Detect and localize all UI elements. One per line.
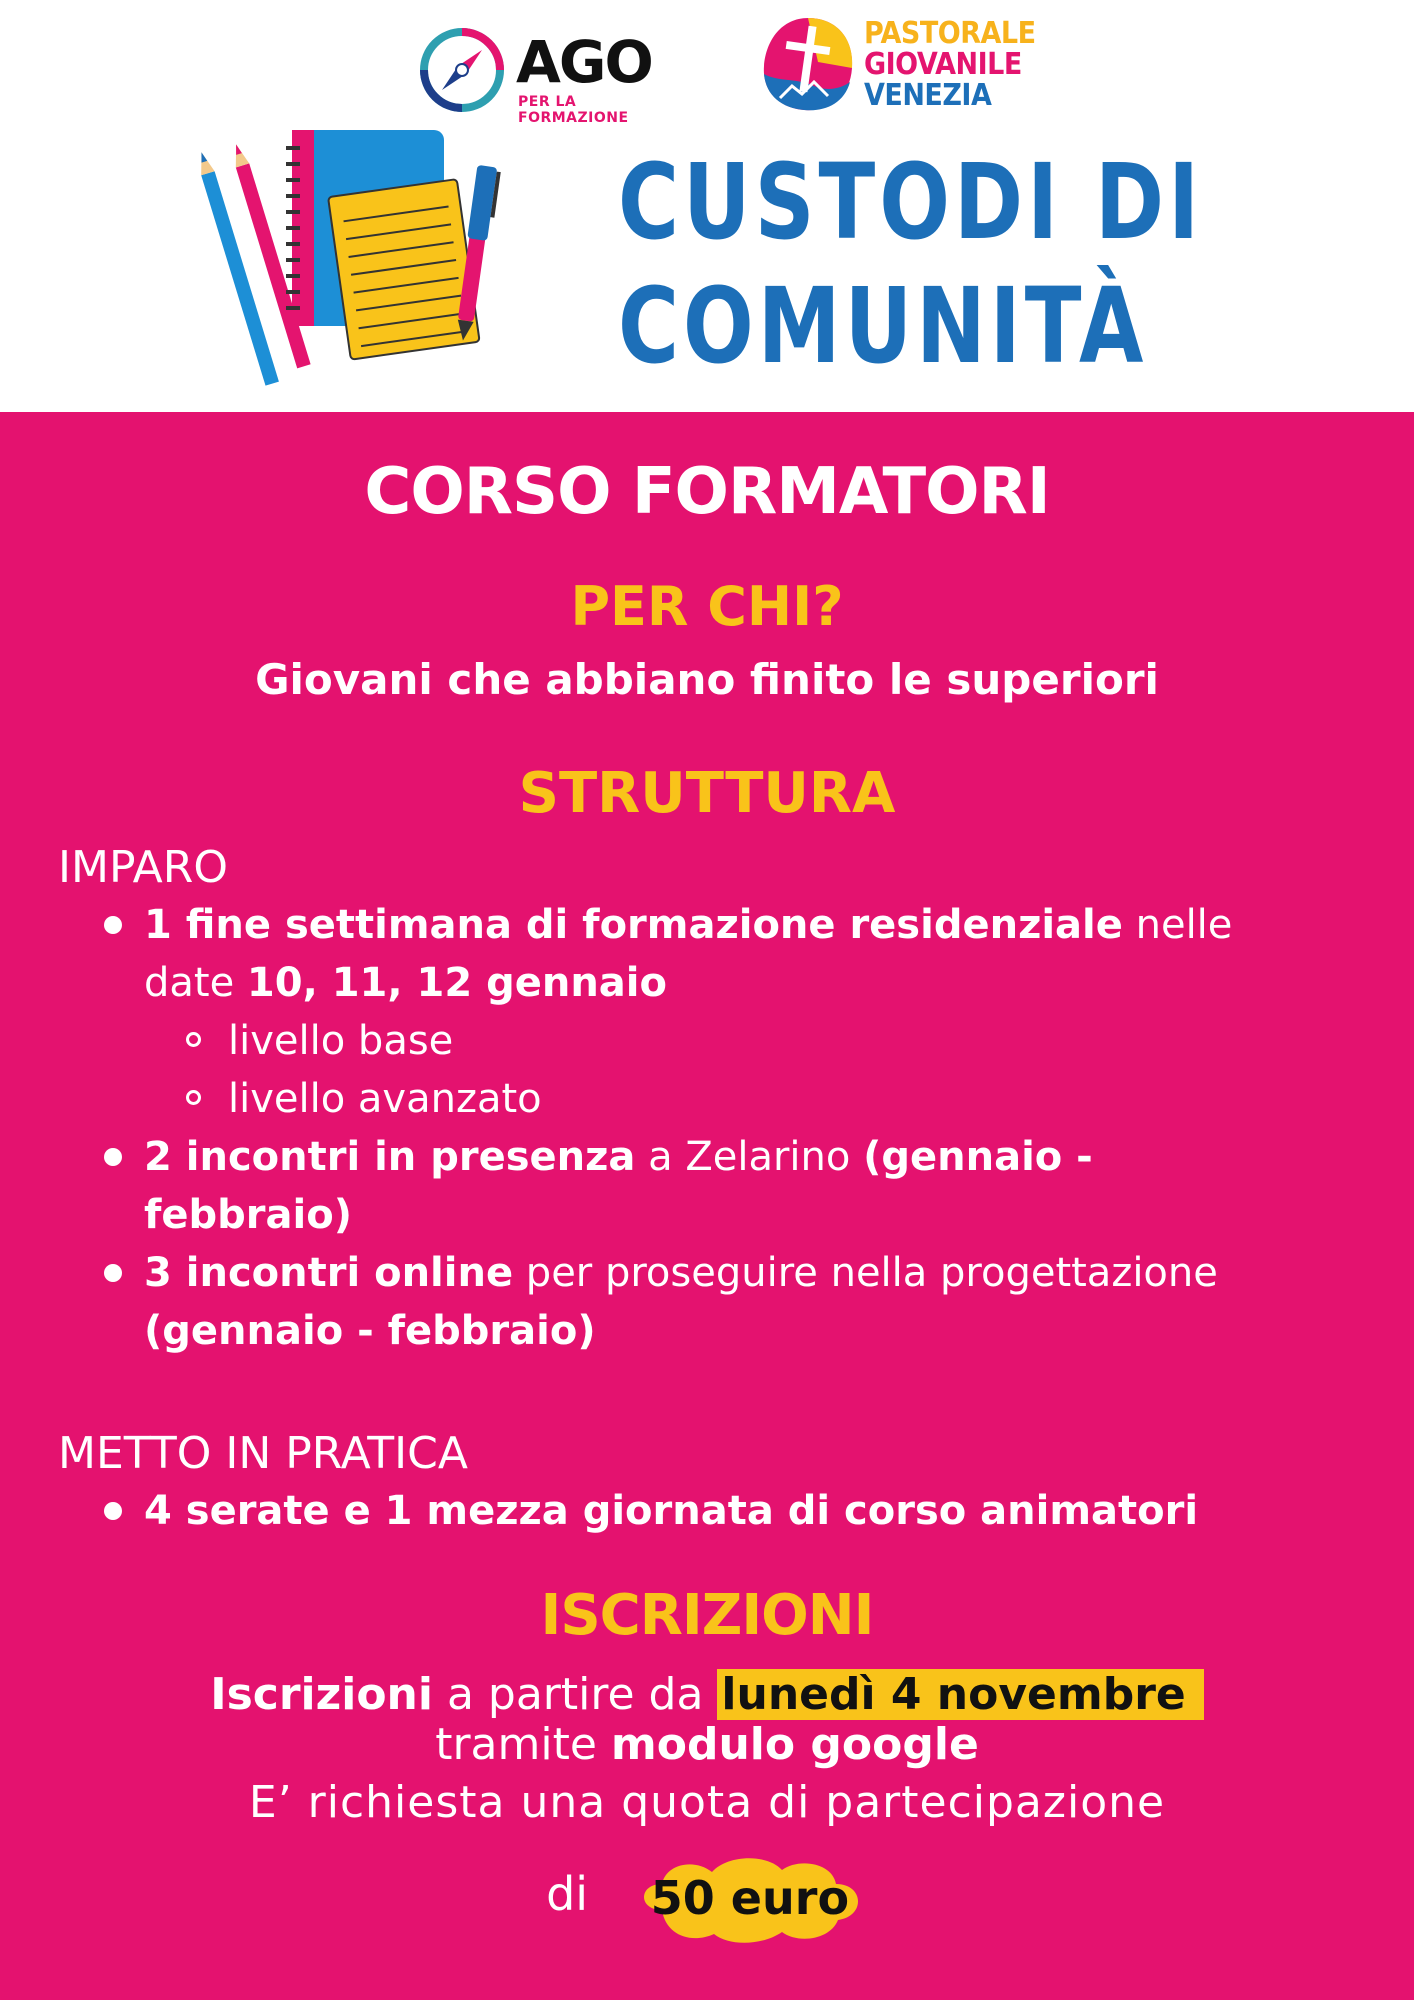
metto-list bbox=[58, 1482, 1378, 1540]
price-prefix: di bbox=[546, 1867, 589, 1921]
bullet-icon bbox=[104, 1264, 122, 1282]
price-value: 50 euro bbox=[650, 1870, 850, 1925]
header bbox=[0, 0, 1414, 412]
imparo-list bbox=[58, 896, 1378, 1360]
item-text: date bbox=[144, 960, 247, 1006]
title-line-1: CUSTODI DI bbox=[618, 141, 1204, 263]
ago-logo bbox=[420, 28, 680, 126]
item-bold: 4 serate e 1 mezza giornata di corso animatori bbox=[144, 1488, 1199, 1534]
iscrizioni-bold: Iscrizioni bbox=[210, 1669, 433, 1720]
item-text: nelle bbox=[1122, 902, 1233, 948]
item-text: livello avanzato bbox=[228, 1076, 542, 1122]
item-bold: 1 fine settimana di formazione residenziale bbox=[144, 902, 1123, 948]
cross-mountain-icon bbox=[758, 12, 858, 116]
list-item bbox=[58, 1482, 1378, 1540]
iscrizioni-text: a partire da bbox=[432, 1669, 718, 1720]
item-text: livello base bbox=[228, 1018, 454, 1064]
circle-bullet-icon bbox=[186, 1032, 201, 1047]
page-title bbox=[618, 140, 1204, 388]
main-section bbox=[0, 412, 1414, 2000]
iscrizioni-line-3: E’ richiesta una quota di partecipazione bbox=[248, 1777, 1166, 1828]
item-bold: febbraio) bbox=[144, 1192, 352, 1238]
course-heading: CORSO FORMATORI bbox=[364, 455, 1050, 529]
pgv-logo-text bbox=[864, 18, 1036, 111]
start-date-highlight: lunedì 4 novembre bbox=[717, 1669, 1203, 1720]
list-item-continuation bbox=[58, 1302, 1378, 1360]
list-item bbox=[58, 1244, 1378, 1302]
price-badge bbox=[632, 1850, 868, 1946]
imparo-label: IMPARO bbox=[58, 842, 228, 893]
compass-icon bbox=[420, 28, 504, 112]
list-item-continuation bbox=[58, 1186, 1378, 1244]
per-chi-text: Giovani che abbiano finito le superiori bbox=[255, 655, 1159, 704]
bullet-icon bbox=[104, 916, 122, 934]
pgv-line-venezia: VENEZIA bbox=[864, 78, 992, 113]
iscrizioni-line-2 bbox=[0, 1718, 1414, 1772]
pgv-line-giovanile: GIOVANILE bbox=[864, 47, 1022, 82]
item-text: a Zelarino bbox=[635, 1134, 864, 1180]
google-form-text: modulo google bbox=[610, 1719, 979, 1770]
pgv-logo bbox=[758, 12, 1058, 116]
item-bold: 3 incontri online bbox=[144, 1250, 514, 1296]
list-item bbox=[58, 1128, 1378, 1186]
title-line-2: COMUNITÀ bbox=[618, 265, 1148, 387]
item-bold: (gennaio - bbox=[863, 1134, 1093, 1180]
metto-label: METTO IN PRATICA bbox=[58, 1428, 468, 1479]
bullet-icon bbox=[104, 1148, 122, 1166]
item-text: per proseguire nella progettazione bbox=[513, 1250, 1218, 1296]
iscrizioni-heading: ISCRIZIONI bbox=[540, 1583, 874, 1648]
stationery-icon bbox=[200, 128, 520, 398]
list-item bbox=[58, 896, 1378, 954]
iscrizioni-text: tramite bbox=[435, 1719, 611, 1770]
struttura-heading: STRUTTURA bbox=[518, 761, 896, 826]
sub-list-item bbox=[58, 1070, 1378, 1128]
ago-logo-tagline: PER LA FORMAZIONE bbox=[518, 94, 629, 126]
sub-list-item bbox=[58, 1012, 1378, 1070]
ago-logo-name: AGO bbox=[516, 28, 652, 96]
item-bold: (gennaio - febbraio) bbox=[144, 1308, 596, 1354]
price-row bbox=[0, 1844, 1414, 1944]
pgv-line-pastorale: PASTORALE bbox=[864, 16, 1036, 51]
iscrizioni-line-1 bbox=[0, 1668, 1414, 1722]
per-chi-heading: PER CHI? bbox=[570, 575, 844, 638]
item-bold: 10, 11, 12 gennaio bbox=[246, 960, 667, 1006]
bullet-icon bbox=[104, 1502, 122, 1520]
item-bold: 2 incontri in presenza bbox=[144, 1134, 636, 1180]
circle-bullet-icon bbox=[186, 1090, 201, 1105]
list-item-continuation bbox=[58, 954, 1378, 1012]
